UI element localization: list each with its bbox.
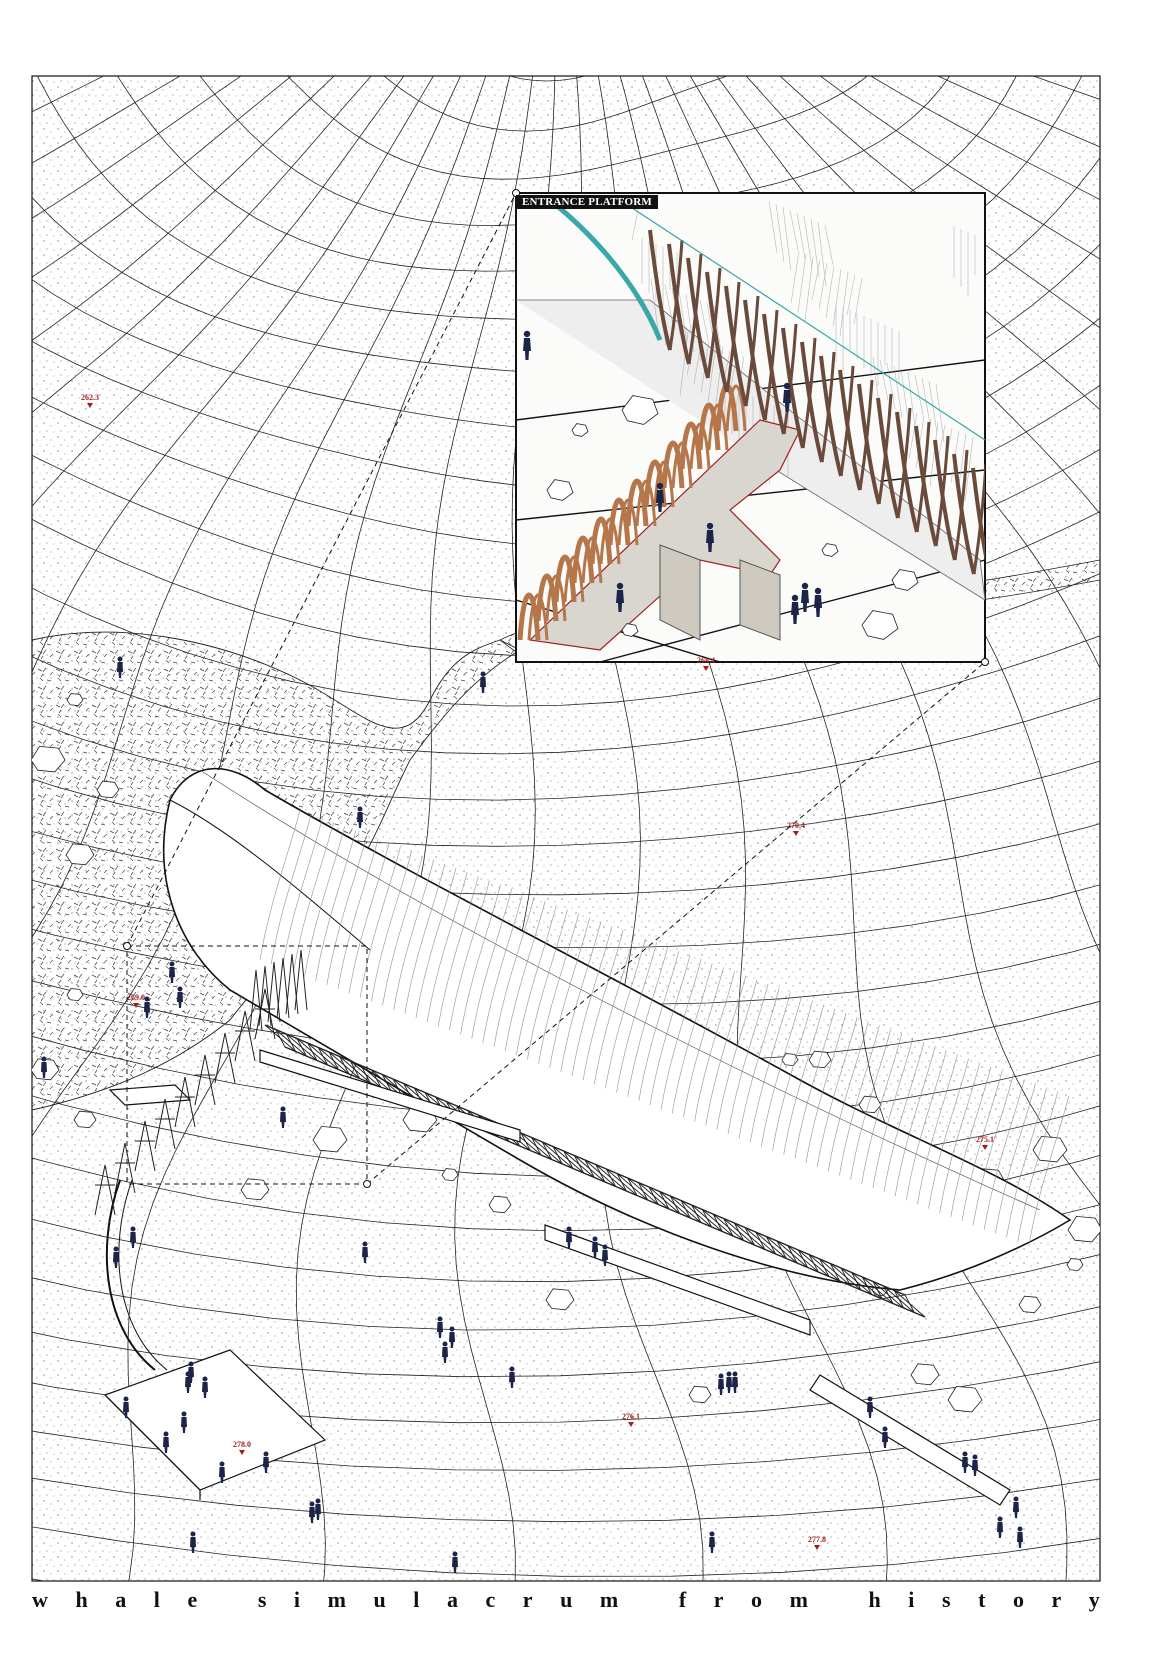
person-icon [186,1372,191,1377]
elevation-value: 270.4 [787,821,805,830]
elevation-value: 269.0 [127,993,145,1002]
elevation-triangle-icon [793,831,799,836]
elevation-marker [233,1440,251,1455]
elevation-marker [976,1135,994,1150]
person-icon [145,997,150,1002]
person-icon [189,1362,194,1367]
person-icon [973,1455,978,1460]
person-icon [443,1342,448,1347]
person-icon [453,1552,458,1557]
elevation-triangle-icon [239,1450,245,1455]
person-icon [1018,1527,1023,1532]
person-icon [220,1462,225,1467]
elevation-value: 268.4 [697,656,715,665]
person-icon [358,807,363,812]
person-icon [42,1057,47,1062]
elevation-value: 275.1 [976,1135,994,1144]
person-icon [593,1237,598,1242]
person-icon [802,583,808,589]
person-icon [784,383,790,389]
person-icon [182,1412,187,1417]
person-icon [178,987,183,992]
person-icon [998,1517,1003,1522]
person-icon [264,1452,269,1457]
elevation-value: 278.0 [233,1440,251,1449]
person-icon [203,1377,208,1382]
person-icon [316,1499,321,1504]
elevation-marker [622,1412,640,1427]
person-icon [603,1245,608,1250]
person-icon [567,1227,572,1232]
elevation-value: 276.1 [622,1412,640,1421]
elevation-triangle-icon [982,1145,988,1150]
elevation-marker [697,656,715,671]
person-icon [510,1367,515,1372]
person-icon [710,1532,715,1537]
entrance-platform-inset [513,190,1006,666]
person-icon [114,1247,119,1252]
person-icon [281,1107,286,1112]
person-icon [310,1502,315,1507]
elevation-triangle-icon [133,1003,139,1008]
person-icon [164,1432,169,1437]
person-icon [815,588,821,594]
person-icon [727,1372,732,1377]
person-icon [792,595,798,601]
elevation-triangle-icon [703,666,709,671]
elevation-value: 277.8 [808,1535,826,1544]
person-icon [124,1397,129,1402]
person-icon [118,657,123,662]
inset-label: ENTRANCE PLATFORM [516,195,658,209]
person-icon [617,583,623,589]
person-icon [131,1227,136,1232]
sheet-title: w h a l e s i m u l a c r u m f r o m h i s t o r y [32,1587,1100,1612]
elevation-marker [81,393,99,408]
person-icon [707,523,713,529]
person-icon [524,331,530,337]
person-icon [657,483,663,489]
person-icon [191,1532,196,1537]
person-icon [481,672,486,677]
person-icon [883,1427,888,1432]
person-icon [868,1397,873,1402]
elevation-marker [808,1535,826,1550]
person-icon [733,1372,738,1377]
elevation-triangle-icon [814,1545,820,1550]
person-icon [1014,1497,1019,1502]
elevation-value: 262.3 [81,393,99,402]
person-icon [170,962,175,967]
person-icon [719,1374,724,1379]
elevation-marker [787,821,805,836]
person-icon [438,1317,443,1322]
elevation-triangle-icon [628,1422,634,1427]
elevation-triangle-icon [87,403,93,408]
person-icon [450,1327,455,1332]
elevation-marker [127,993,145,1008]
person-icon [363,1242,368,1247]
person-icon [963,1452,968,1457]
